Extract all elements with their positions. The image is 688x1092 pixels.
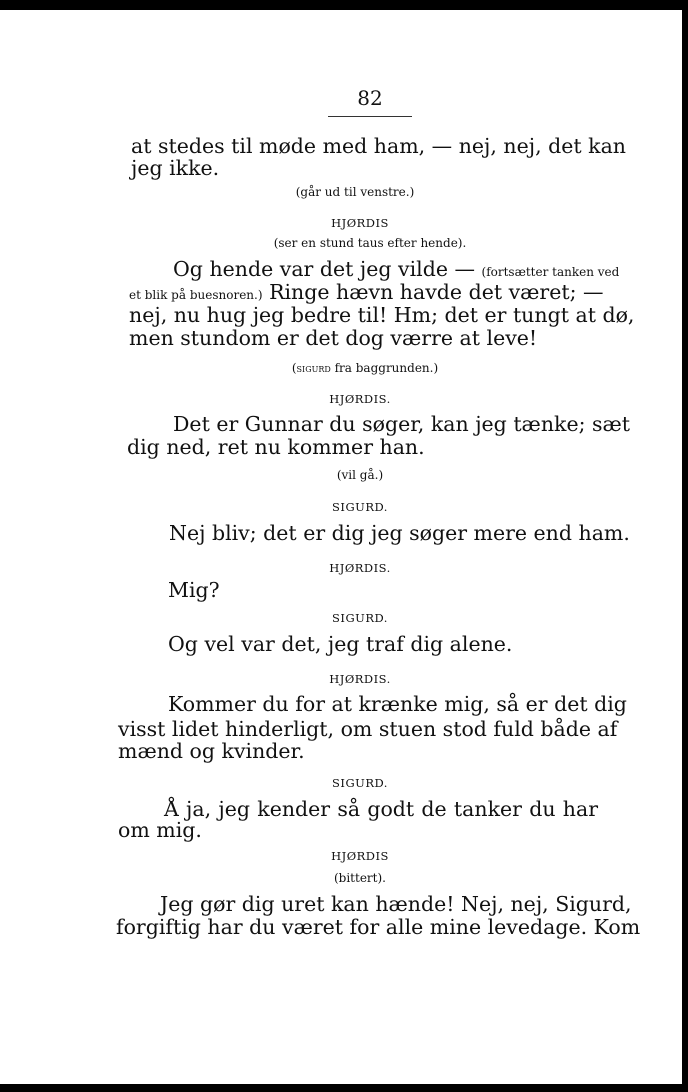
scan-border-bottom xyxy=(0,1084,688,1092)
stage-direction: (bittert). xyxy=(333,871,386,885)
text-line: Det er Gunnar du søger, kan jeg tænke; sæt xyxy=(173,412,631,436)
text-line: Kommer du for at krænke mig, så er det dig xyxy=(168,692,627,716)
speaker-name: SIGURD. xyxy=(332,611,388,625)
text-line: Mig? xyxy=(168,578,220,602)
text-line: Og vel var det, jeg traf dig alene. xyxy=(168,632,513,656)
stage-direction: (vil gå.) xyxy=(336,468,384,482)
speaker-name: HJØRDIS xyxy=(331,216,389,230)
speaker-name: HJØRDIS. xyxy=(329,672,391,686)
text-line: Å ja, jeg kender så godt de tanker du har xyxy=(164,797,598,821)
speech-text: Og hende var det jeg vilde — xyxy=(173,257,475,281)
inline-stage-direction: et blik på buesnoren.) xyxy=(129,288,263,302)
text-line xyxy=(173,259,619,280)
header-rule xyxy=(328,116,412,117)
speaker-name: SIGURD. xyxy=(332,500,388,514)
speaker-name: HJØRDIS. xyxy=(329,392,391,406)
text-line: forgiftig har du været for alle mine levedage. Kom xyxy=(116,915,641,939)
speech-text: Ringe hævn havde det været; — xyxy=(269,280,604,304)
text-line: jeg ikke. xyxy=(131,156,220,180)
stage-direction-text: fra baggrunden.) xyxy=(334,361,439,375)
speaker-name: SIGURD. xyxy=(332,776,388,790)
stage-direction-name: sigurd xyxy=(296,361,331,375)
stage-direction: (sigurd fra baggrunden.) xyxy=(291,361,439,375)
text-line: men stundom er det dog værre at leve! xyxy=(129,326,538,350)
scan-border-right xyxy=(682,0,688,1092)
text-line: nej, nu hug jeg bedre til! Hm; det er tungt at dø, xyxy=(129,303,635,327)
text-line: visst lidet hinderligt, om stuen stod fuld både af xyxy=(118,717,618,741)
text-line: dig ned, ret nu kommer han. xyxy=(127,435,425,459)
stage-direction: (ser en stund taus efter hende). xyxy=(273,236,467,250)
inline-stage-direction: (fortsætter tanken ved xyxy=(481,265,620,279)
text-line: mænd og kvinder. xyxy=(118,739,305,763)
stage-direction: (går ud til venstre.) xyxy=(295,185,415,199)
speaker-name: HJØRDIS. xyxy=(329,561,391,575)
page-number: 82 xyxy=(357,86,383,110)
text-line: Jeg gør dig uret kan hænde! Nej, nej, Sigurd, xyxy=(160,892,632,916)
text-line: Nej bliv; det er dig jeg søger mere end ham. xyxy=(169,521,630,545)
scan-border-top xyxy=(0,0,688,10)
speaker-name: HJØRDIS xyxy=(331,849,389,863)
text-line xyxy=(129,282,604,303)
text-line: om mig. xyxy=(118,818,202,842)
text-line: at stedes til møde med ham, — nej, nej, det kan xyxy=(131,134,627,158)
